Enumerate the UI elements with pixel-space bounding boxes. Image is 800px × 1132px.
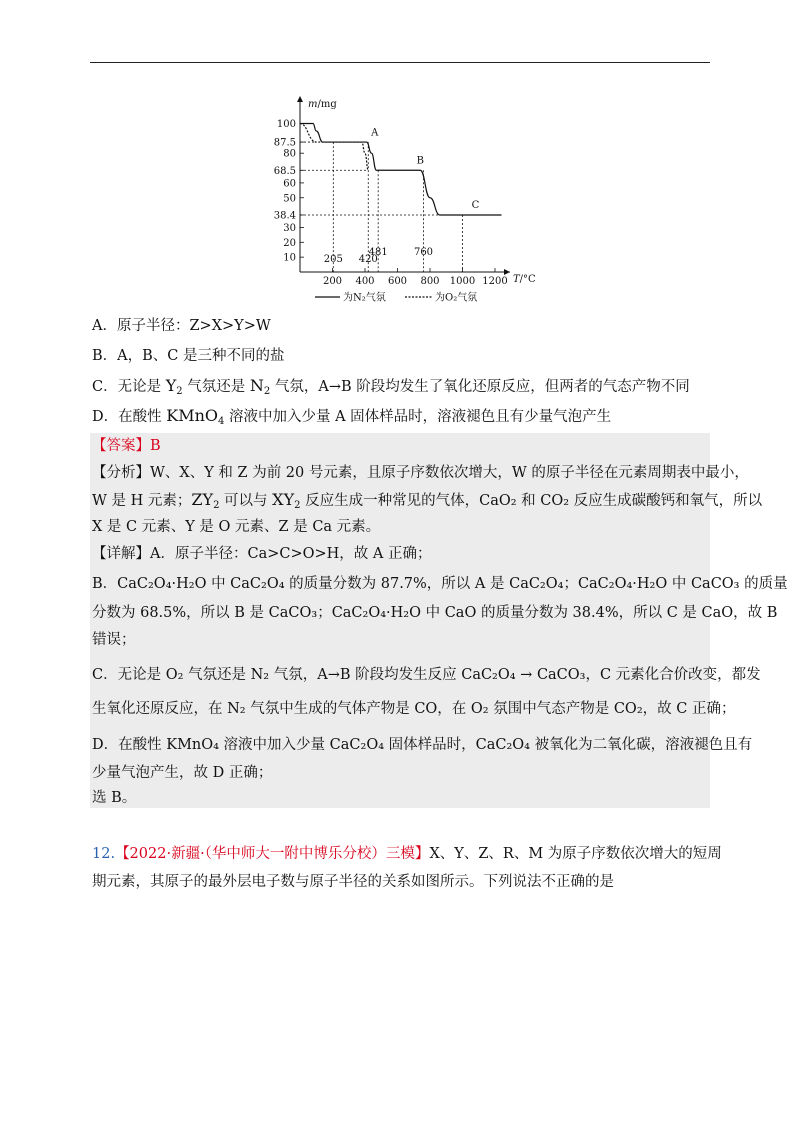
x-tick-label-1000: 1000 bbox=[449, 276, 476, 287]
point-label-c: C bbox=[471, 200, 480, 212]
question-source: 【2022·新疆·（华中师大一附中博乐分校）三模】 bbox=[115, 846, 430, 862]
option-d: D．在酸性 KMnO$_4$ 溶液中加入少量 A 固体样品时，溶液褪色且有少量气泡产生 bbox=[92, 406, 612, 427]
detail-b-3: 错误； bbox=[92, 632, 136, 648]
y-tick-label-87.5: 87.5 bbox=[273, 137, 296, 149]
x-axis-label: T/°C bbox=[513, 274, 536, 285]
detail-c-2: 生氧化还原反应，在 N₂ 气氛中生成的气体产物是 CO，在 O₂ 氛围中气态产物是 CO₂，故 C 正确； bbox=[92, 701, 736, 717]
question-12-line-1: 12.【2022·新疆·（华中师大一附中博乐分校）三模】X、Y、Z、R、M 为原子序数依次增大的短周 bbox=[92, 846, 722, 862]
x-tick-label-1200: 1200 bbox=[482, 276, 508, 287]
temp-label-420: 420 bbox=[358, 254, 378, 265]
point-label-a: A bbox=[371, 127, 379, 139]
x-tick-label-400: 400 bbox=[355, 276, 375, 287]
analysis-line-3: X 是 C 元素、Y 是 O 元素、Z 是 Ca 元素。 bbox=[92, 519, 381, 535]
y-axis-label: m/mg bbox=[308, 99, 337, 110]
y-tick-label-100: 100 bbox=[276, 119, 296, 130]
y-tick-label-68.5: 68.5 bbox=[273, 165, 296, 177]
legend-o2-label: 为O₂气氛 bbox=[435, 292, 478, 304]
y-tick-label-38.4: 38.4 bbox=[273, 210, 296, 222]
choose-b: 选 B。 bbox=[92, 790, 137, 806]
x-tick-label-600: 600 bbox=[387, 276, 408, 287]
detail-b-1: B．CaC₂O₄·H₂O 中 CaC₂O₄ 的质量分数为 87.7%，所以 A 是 CaC₂O₄；CaC₂O₄·H₂O 中 CaCO₃ 的质量 bbox=[92, 576, 788, 592]
y-tick-label-60: 60 bbox=[283, 178, 296, 190]
y-tick-label-50: 50 bbox=[283, 193, 296, 205]
temp-label-481: 481 bbox=[368, 247, 388, 258]
question-12-line-2: 期元素，其原子的最外层电子数与原子半径的关系如图所示。下列说法不正确的是 bbox=[92, 874, 614, 890]
detail-d-2: 少量气泡产生，故 D 正确； bbox=[92, 765, 273, 781]
detail-d-1: D．在酸性 KMnO₄ 溶液中加入少量 CaC₂O₄ 固体样品时，CaC₂O₄ 被氧化为二氧化碳，溶液褪色且有 bbox=[92, 737, 753, 753]
mass-temperature-chart bbox=[270, 92, 536, 310]
y-tick-label-80: 80 bbox=[283, 148, 296, 160]
y-axis-arrow bbox=[297, 96, 303, 102]
analysis-line-2: W 是 H 元素；$ZY_2$ 可以与 $XY_2$ 反应生成一种常见的气体，CaO₂ 和 CO₂ 反应生成碳酸钙和氧气，所以 bbox=[92, 490, 763, 511]
x-axis-arrow bbox=[504, 269, 510, 275]
y-tick-label-10: 10 bbox=[283, 252, 296, 264]
analysis-line-1: 【分析】W、X、Y 和 Z 为前 20 号元素，且原子序数依次增大，W 的原子半径在元素周期表中最小， bbox=[92, 465, 749, 481]
option-c: C．无论是 $Y_2$ 气氛还是 $N_2$ 气氛，A→B 阶段均发生了氧化还原反应，但两者的气态产物不同 bbox=[92, 376, 690, 397]
point-label-b: B bbox=[416, 155, 424, 167]
detail-a: 【详解】A．原子半径：Ca>C>O>H，故 A 正确； bbox=[92, 546, 432, 562]
x-tick-label-200: 200 bbox=[322, 276, 343, 287]
x-tick-label-800: 800 bbox=[420, 276, 440, 287]
legend-n2-label: 为N₂气氛 bbox=[343, 292, 386, 304]
y-tick-label-30: 30 bbox=[283, 222, 296, 234]
y-tick-label-20: 20 bbox=[283, 237, 296, 249]
series-line-o2 bbox=[300, 124, 368, 171]
option-a: A．原子半径：Z>X>Y>W bbox=[92, 318, 271, 334]
detail-c-1: C．无论是 O₂ 气氛还是 N₂ 气氛，A→B 阶段均发生反应 CaC₂O₄ → CaCO₃，C 元素化合价改变，都发 bbox=[92, 667, 761, 683]
detail-b-2: 分数为 68.5%，所以 B 是 CaCO₃；CaC₂O₄·H₂O 中 CaO 的质量分数为 38.4%，所以 C 是 CaO，故 B bbox=[92, 605, 778, 621]
temp-label-205: 205 bbox=[323, 254, 343, 265]
option-b: B．A，B、C 是三种不同的盐 bbox=[92, 348, 285, 364]
answer-tag: 【答案】B bbox=[92, 438, 161, 454]
temp-label-760: 760 bbox=[413, 247, 434, 258]
question-number: 12. bbox=[92, 846, 116, 862]
header-rule bbox=[90, 62, 710, 63]
